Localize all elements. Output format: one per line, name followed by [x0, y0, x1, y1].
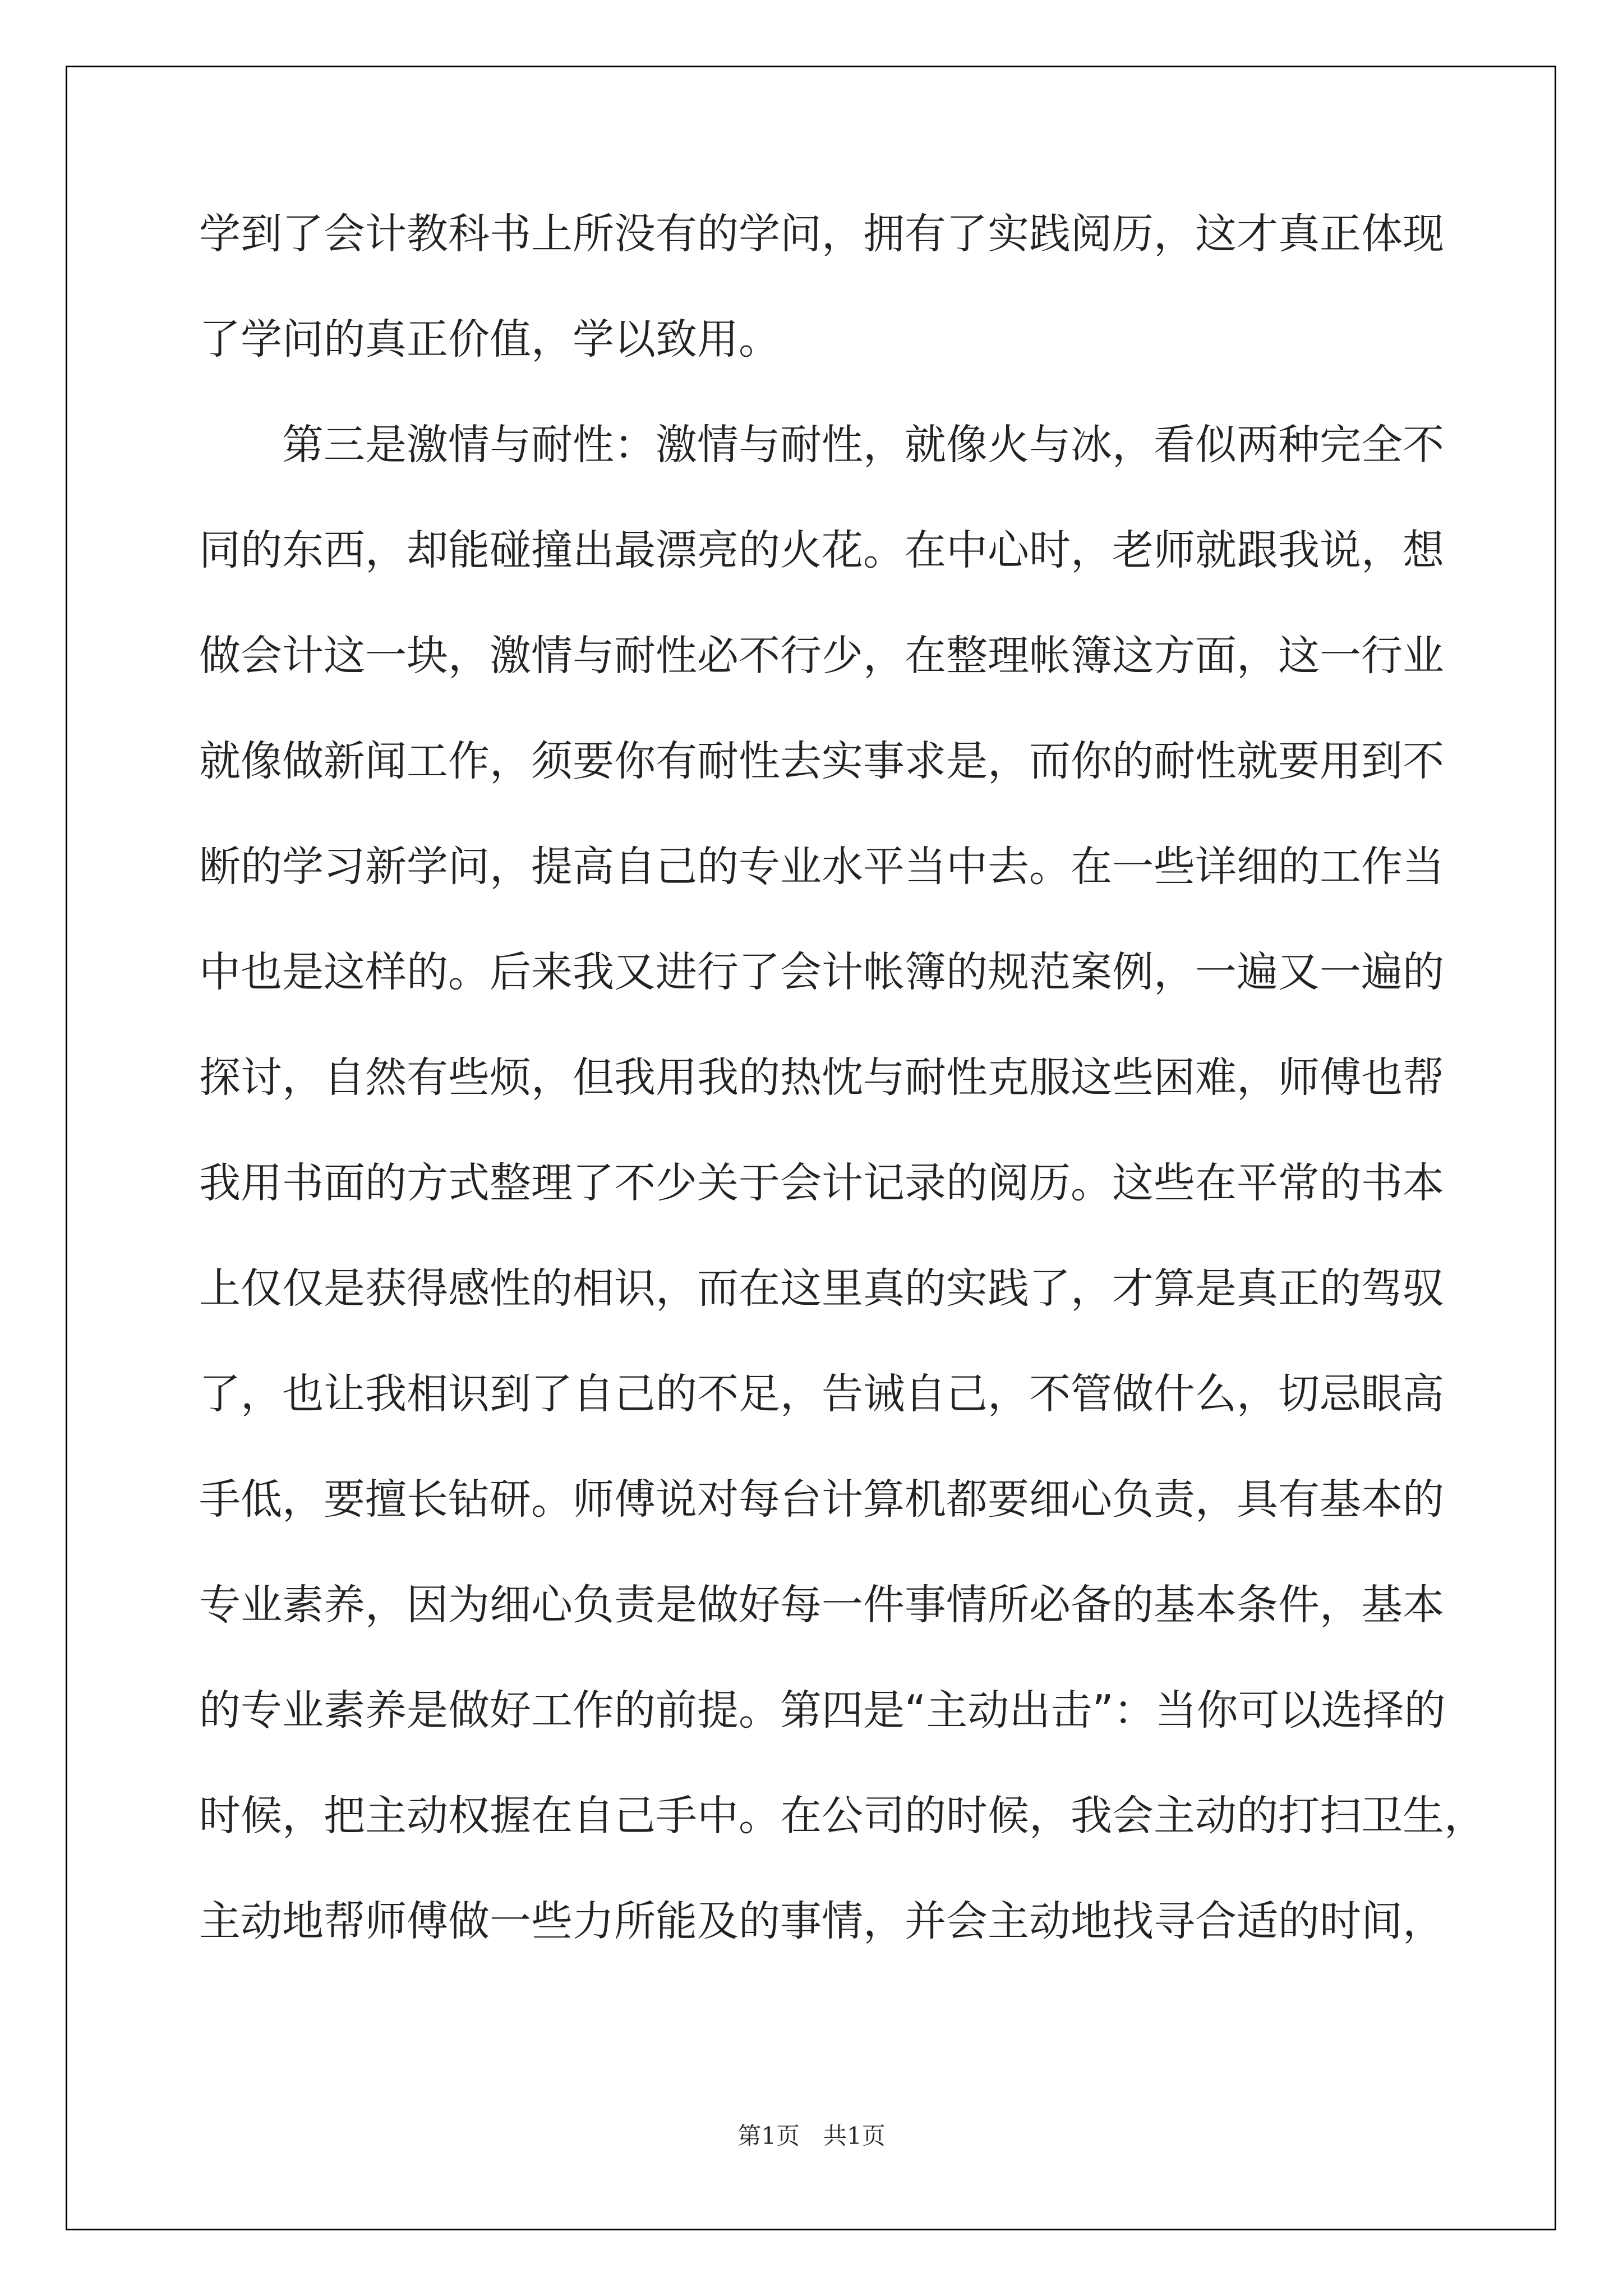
text-line: 第三是激情与耐性：激情与耐性，就像火与冰，看似两种完全不 [282, 421, 1444, 469]
text-line: 的专业素养是做好工作的前提。第四是“主动出击”：当你可以选择的 [199, 1686, 1446, 1734]
text-line: 专业素养，因为细心负责是做好每一件事情所必备的基本条件，基本 [199, 1581, 1444, 1629]
text-line: 就像做新闻工作，须要你有耐性去实事求是，而你的耐性就要用到不 [199, 737, 1444, 785]
text-line: 做会计这一块，激情与耐性必不行少，在整理帐簿这方面，这一行业 [199, 632, 1444, 680]
page-footer: 第1页 共1页 [737, 2122, 886, 2150]
text-line: 了，也让我相识到了自己的不足，告诫自己，不管做什么，切忌眼高 [199, 1370, 1444, 1418]
text-line: 学到了会计教科书上所没有的学问，拥有了实践阅历，这才真正体现 [199, 210, 1444, 258]
text-line: 手低，要擅长钻研。师傅说对每台计算机都要细心负责，具有基本的 [199, 1475, 1444, 1524]
text-line: 主动地帮师傅做一些力所能及的事情，并会主动地找寻合适的时间， [199, 1897, 1444, 1945]
text-line: 上仅仅是获得感性的相识，而在这里真的实践了，才算是真正的驾驭 [199, 1264, 1444, 1313]
text-line: 了学问的真正价值，学以致用。 [199, 315, 780, 364]
text-line: 探讨，自然有些烦，但我用我的热忱与耐性克服这些困难，师傅也帮 [199, 1053, 1444, 1102]
text-line: 时候，把主动权握在自己手中。在公司的时候，我会主动的打扫卫生， [199, 1792, 1486, 1840]
document-body [199, 208, 1486, 2000]
text-line: 断的学习新学问，提高自己的专业水平当中去。在一些详细的工作当 [199, 843, 1444, 891]
text-line: 同的东西，却能碰撞出最漂亮的火花。在中心时，老师就跟我说，想 [199, 526, 1444, 574]
text-line: 我用书面的方式整理了不少关于会计记录的阅历。这些在平常的书本 [199, 1159, 1444, 1207]
text-line: 中也是这样的。后来我又进行了会计帐簿的规范案例，一遍又一遍的 [199, 948, 1444, 996]
